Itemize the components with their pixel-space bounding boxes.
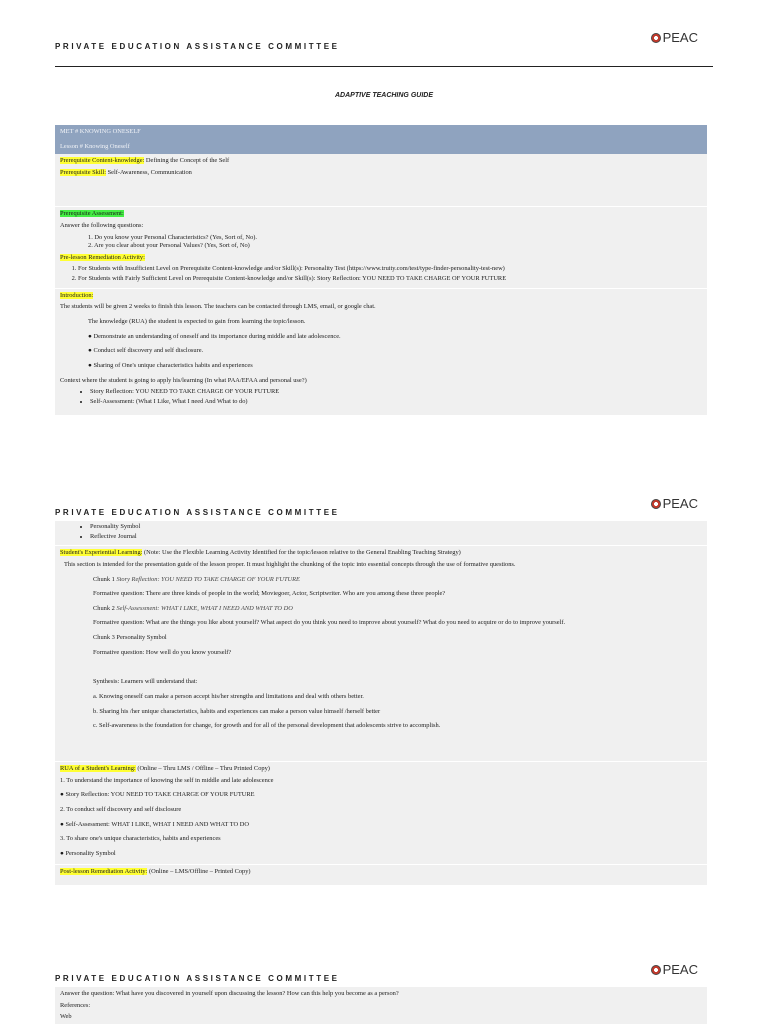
synthesis-item: c. Self-awareness is the foundation for change, for growth and for all of the personal development that adolescents strive to accomplish.: [93, 722, 441, 730]
prereq-content-label: Prerequisite Content-knowledge:: [60, 157, 145, 165]
section-intent: This section is intended for the presentation guide of the lesson proper. It must highlight the chunking of the topic into essential concepts through the use of formative questions.: [64, 560, 516, 568]
rua-section: [55, 762, 707, 865]
rua-mode: (Online – Thru LMS / Offline – Thru Printed Copy): [137, 764, 270, 772]
postlesson-mode: (Online – LMS/Offline – Printed Copy): [148, 868, 251, 876]
experiential-section: [55, 546, 707, 762]
page2-guide: [55, 521, 707, 886]
synthesis-item: a. Knowing oneself can make a person accept his/her strengths and limitations and deal with others better.: [93, 693, 364, 701]
peac-logo-icon: [651, 33, 661, 43]
rua-bullet: ● Demonstrate an understanding of oneself and its importance during middle and late adolescence.: [88, 332, 341, 340]
peac-logo: [651, 496, 698, 511]
page1-guide: [55, 125, 707, 416]
document-title: ADAPTIVE TEACHING GUIDE: [334, 92, 433, 99]
context-item: • Self-Assessment: (What I Like, What I need And What to do): [90, 398, 702, 407]
met-title: MET # KNOWING ONESELF: [60, 128, 141, 135]
postlesson-section: [55, 865, 707, 886]
top-items-section: [55, 521, 707, 546]
rua-line: 3. To share one's unique characteristics, habits and experiences: [60, 835, 221, 843]
met-header: [55, 125, 707, 154]
peac-logo: [651, 30, 698, 45]
prelesson-label: Pre-lesson Remediation Activity:: [60, 253, 145, 261]
references-partial: Web: [60, 1013, 72, 1021]
peac-logo-text: PEAC: [662, 496, 698, 511]
rua-label: RUA of a Student's Learning:: [60, 764, 136, 772]
introduction-section: [55, 289, 707, 416]
formative-question-2: Formative question: What are the things you like about yourself? What aspect do you think you need to improve about yourself? What do you need to acquire or do to improve yourself.: [93, 619, 566, 627]
experiential-note: (Note: Use the Flexible Learning Activity Identified for the topic/lesson relative to the General Enabling Teaching Strategy): [144, 549, 461, 557]
header-rule: [55, 66, 713, 67]
prerequisite-section: [55, 154, 707, 207]
assessment-section: [55, 207, 707, 288]
rua-line: ● Self-Assessment: WHAT I LIKE, WHAT I NEED AND WHAT TO DO: [60, 820, 249, 828]
rua-line: 1. To understand the importance of knowing the self in middle and late adolescence: [60, 776, 274, 784]
synthesis-item: b. Sharing his /her unique characteristics, habits and experiences can make a person value himself /herself better: [93, 707, 381, 715]
reflection-question: Answer the question: What have you discovered in yourself upon discussing the lesson? How can this help you become as a person?: [60, 990, 399, 997]
org-header: PRIVATE EDUCATION ASSISTANCE COMMITTEE: [55, 42, 340, 51]
context-text: Context where the student is going to apply his/learning (In what PAA/EFAA and personal use?): [60, 376, 307, 384]
formative-question-1: Formative question: There are three kinds of people in the world; Moviegoer, Actor, Scriptwriter. Who are you among these three people?: [93, 590, 446, 598]
rua-bullet: ● Sharing of One's unique characteristics habits and experiences: [88, 361, 253, 369]
rua-line: ● Personality Symbol: [60, 849, 116, 857]
prelesson-item: 2. For Students with Fairly Sufficient Level on Prerequisite Content-knowledge and/or Skill(s): Story Reflection: YOU NEED TO TAKE CHARGE OF YOUR FUTURE: [78, 275, 702, 284]
peac-logo-icon: [651, 965, 661, 975]
assessment-item: 1. Do you know your Personal Characteristics? (Yes, Sort of, No).: [88, 233, 258, 241]
peac-logo-text: PEAC: [662, 962, 698, 977]
chunk2-value: Self-Assessment: WHAT I LIKE, WHAT I NEED AND WHAT TO DO: [116, 604, 293, 612]
peac-logo: [651, 962, 698, 977]
rua-intro: The knowledge (RUA) the student is expected to gain from learning the topic/lesson.: [88, 318, 306, 326]
top-item: • Personality Symbol: [90, 523, 702, 532]
org-header: PRIVATE EDUCATION ASSISTANCE COMMITTEE: [55, 974, 340, 983]
page3-guide: [55, 987, 707, 1024]
rua-line: ● Story Reflection: YOU NEED TO TAKE CHARGE OF YOUR FUTURE: [60, 791, 255, 799]
chunk1-label: Chunk 1: [93, 575, 115, 583]
references-label: References:: [60, 1001, 91, 1009]
chunk1-value: Story Reflection: YOU NEED TO TAKE CHARGE OF YOUR FUTURE: [116, 575, 300, 583]
lesson-title: Lesson # Knowing Oneself: [60, 142, 130, 150]
assessment-item: 2. Are you clear about your Personal Values? (Yes, Sort of, No): [88, 242, 250, 250]
introduction-label: Introduction:: [60, 291, 94, 299]
context-item: • Story Reflection: YOU NEED TO TAKE CHARGE OF YOUR FUTURE: [90, 388, 702, 397]
reflection-section: [55, 987, 707, 1024]
formative-question-3: Formative question: How well do you know yourself?: [93, 648, 232, 656]
prereq-assessment-label: Prerequisite Assessment:: [60, 210, 124, 218]
peac-logo-text: PEAC: [662, 30, 698, 45]
synthesis-label: Synthesis: Learners will understand that:: [93, 678, 198, 686]
top-item: • Reflective Journal: [90, 533, 702, 542]
experiential-label: Student's Experiential Learning:: [60, 549, 143, 557]
prelesson-item: 1. For Students with Insufficient Level on Prerequisite Content-knowledge and/or Skill(s): Personality Test (https://www.truity.com/test/type-finder-personality-test-new): [78, 265, 702, 274]
rua-bullet: ● Conduct self discovery and self disclosure.: [88, 347, 204, 355]
answer-instruction: Answer the following questions:: [60, 221, 144, 229]
prereq-skill-value: Self-Awareness, Communication: [107, 168, 192, 176]
prereq-content-value: Defining the Concept of the Self: [145, 157, 230, 165]
rua-line: 2. To conduct self discovery and self disclosure: [60, 805, 182, 813]
chunk2-label: Chunk 2: [93, 604, 115, 612]
chunk3: Chunk 3 Personality Symbol: [93, 634, 167, 642]
postlesson-label: Post-lesson Remediation Activity:: [60, 868, 148, 876]
peac-logo-icon: [651, 499, 661, 509]
prereq-skill-label: Prerequisite Skill:: [60, 168, 106, 176]
org-header: PRIVATE EDUCATION ASSISTANCE COMMITTEE: [55, 508, 340, 517]
introduction-text: The students will be given 2 weeks to finish this lesson. The teachers can be contacted through LMS, email, or google chat.: [60, 303, 376, 311]
